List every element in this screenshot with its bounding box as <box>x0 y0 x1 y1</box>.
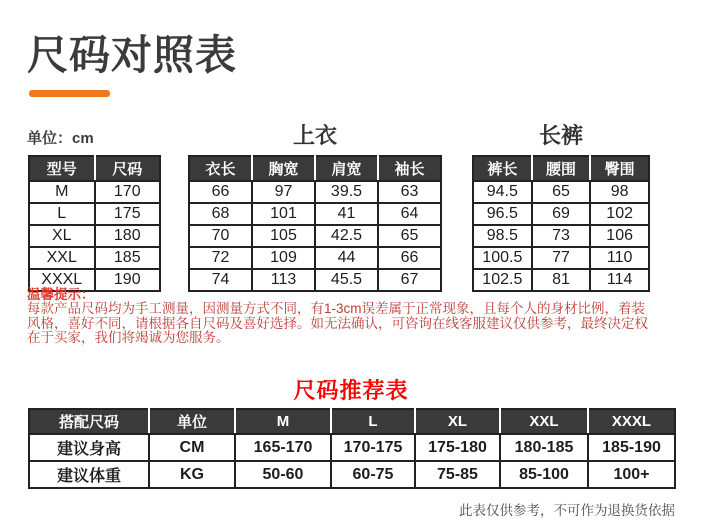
table-row <box>29 247 160 269</box>
table-cell: 102.5 <box>473 269 532 291</box>
table-cell: 190 <box>95 269 161 291</box>
table-cell: 68 <box>189 203 252 225</box>
table-cell: 175-180 <box>415 434 500 461</box>
table-cell: 109 <box>252 247 315 269</box>
table-cell: 70 <box>189 225 252 247</box>
table-row <box>473 225 649 247</box>
model-size-table <box>28 155 161 292</box>
table-row <box>29 225 160 247</box>
tops-table-title: 上衣 <box>292 123 337 148</box>
table-cell: 72 <box>189 247 252 269</box>
table-cell: 101 <box>252 203 315 225</box>
column-header: 裤长 <box>473 156 532 181</box>
table-cell: 50-60 <box>235 461 331 488</box>
row-label: 建议体重 <box>29 461 149 488</box>
table-row <box>29 203 160 225</box>
pants-table-title: 长裤 <box>538 123 583 148</box>
table-cell: 175 <box>95 203 161 225</box>
table-cell: 97 <box>252 181 315 203</box>
table-cell: 75-85 <box>415 461 500 488</box>
size-recommendation-table <box>28 408 676 489</box>
table-cell: 94.5 <box>473 181 532 203</box>
pants-measurements-table <box>472 155 650 292</box>
notice-block <box>27 287 687 346</box>
table-cell: 81 <box>532 269 591 291</box>
table-cell: 67 <box>378 269 441 291</box>
table-cell: 64 <box>378 203 441 225</box>
table-cell: 69 <box>532 203 591 225</box>
table-cell: 45.5 <box>315 269 378 291</box>
table-cell: 185-190 <box>588 434 675 461</box>
table-cell: 66 <box>189 181 252 203</box>
table-cell: M <box>29 181 95 203</box>
table-cell: 170-175 <box>331 434 415 461</box>
table-row <box>189 203 441 225</box>
column-header: 衣长 <box>189 156 252 181</box>
row-label: 建议身高 <box>29 434 149 461</box>
table-row <box>473 203 649 225</box>
table-cell: 110 <box>590 247 649 269</box>
table-row <box>473 247 649 269</box>
table-cell: 185 <box>95 247 161 269</box>
table-row <box>29 181 160 203</box>
table-cell: XXL <box>29 247 95 269</box>
table-cell: 100.5 <box>473 247 532 269</box>
table-cell: XXXL <box>29 269 95 291</box>
table-cell: L <box>29 203 95 225</box>
table-cell: 98.5 <box>473 225 532 247</box>
table-cell: 96.5 <box>473 203 532 225</box>
table-cell: 180 <box>95 225 161 247</box>
unit-label: 单位：cm <box>27 130 94 147</box>
table-cell: 60-75 <box>331 461 415 488</box>
notice-text-line: 每款产品尺码均为手工测量，因测量方式不同，有1-3cm误差属于正常现象，且每个人的身材比例，着装 <box>27 301 646 316</box>
column-header: 袖长 <box>378 156 441 181</box>
table-cell: 100+ <box>588 461 675 488</box>
column-header: XXXL <box>588 409 675 434</box>
table-cell: KG <box>149 461 235 488</box>
table-cell: 77 <box>532 247 591 269</box>
table-cell: 180-185 <box>500 434 588 461</box>
table-cell: 85-100 <box>500 461 588 488</box>
table-cell: 65 <box>532 181 591 203</box>
column-header: 肩宽 <box>315 156 378 181</box>
table-cell: 113 <box>252 269 315 291</box>
table-row <box>473 181 649 203</box>
table-cell: 170 <box>95 181 161 203</box>
table-cell: 102 <box>590 203 649 225</box>
table-cell: 98 <box>590 181 649 203</box>
footer-disclaimer: 此表仅供参考，不可作为退换货依据 <box>459 503 675 518</box>
column-header: 尺码 <box>95 156 161 181</box>
column-header: L <box>331 409 415 434</box>
table-header-row <box>189 156 441 181</box>
column-header: 胸宽 <box>252 156 315 181</box>
table-cell: 42.5 <box>315 225 378 247</box>
title-underline-bar <box>29 90 110 97</box>
tops-measurements-table <box>188 155 442 292</box>
column-header: 腰围 <box>532 156 591 181</box>
table-row <box>189 247 441 269</box>
column-header: M <box>235 409 331 434</box>
table-cell: 65 <box>378 225 441 247</box>
table-cell: 165-170 <box>235 434 331 461</box>
table-cell: 73 <box>532 225 591 247</box>
table-header-row <box>29 156 160 181</box>
table-cell: 44 <box>315 247 378 269</box>
table-row <box>29 434 675 461</box>
recommend-table-title: 尺码推荐表 <box>293 378 409 403</box>
page-title: 尺码对照表 <box>27 32 237 78</box>
table-cell: 105 <box>252 225 315 247</box>
table-cell: 39.5 <box>315 181 378 203</box>
table-cell: 66 <box>378 247 441 269</box>
table-cell: 106 <box>590 225 649 247</box>
column-header: XL <box>415 409 500 434</box>
table-row <box>189 181 441 203</box>
table-row <box>29 461 675 488</box>
table-cell: CM <box>149 434 235 461</box>
table-cell: 114 <box>590 269 649 291</box>
notice-text-line: 风格，喜好不同，请根据各自尺码及喜好选择。如无法确认，可咨询在线客服建议仅供参考，最终决定权 <box>27 315 648 331</box>
column-header: 臀围 <box>590 156 649 181</box>
table-header-row <box>29 409 675 434</box>
table-cell: 63 <box>378 181 441 203</box>
table-cell: XL <box>29 225 95 247</box>
notice-text-line: 在于买家，我们将竭诚为您服务。 <box>27 330 230 346</box>
table-cell: 41 <box>315 203 378 225</box>
column-header: 单位 <box>149 409 235 434</box>
column-header: XXL <box>500 409 588 434</box>
notice-heading: 温馨提示： <box>27 287 95 302</box>
table-cell: 74 <box>189 269 252 291</box>
column-header: 型号 <box>29 156 95 181</box>
column-header: 搭配尺码 <box>29 409 149 434</box>
table-header-row <box>473 156 649 181</box>
table-row <box>189 225 441 247</box>
